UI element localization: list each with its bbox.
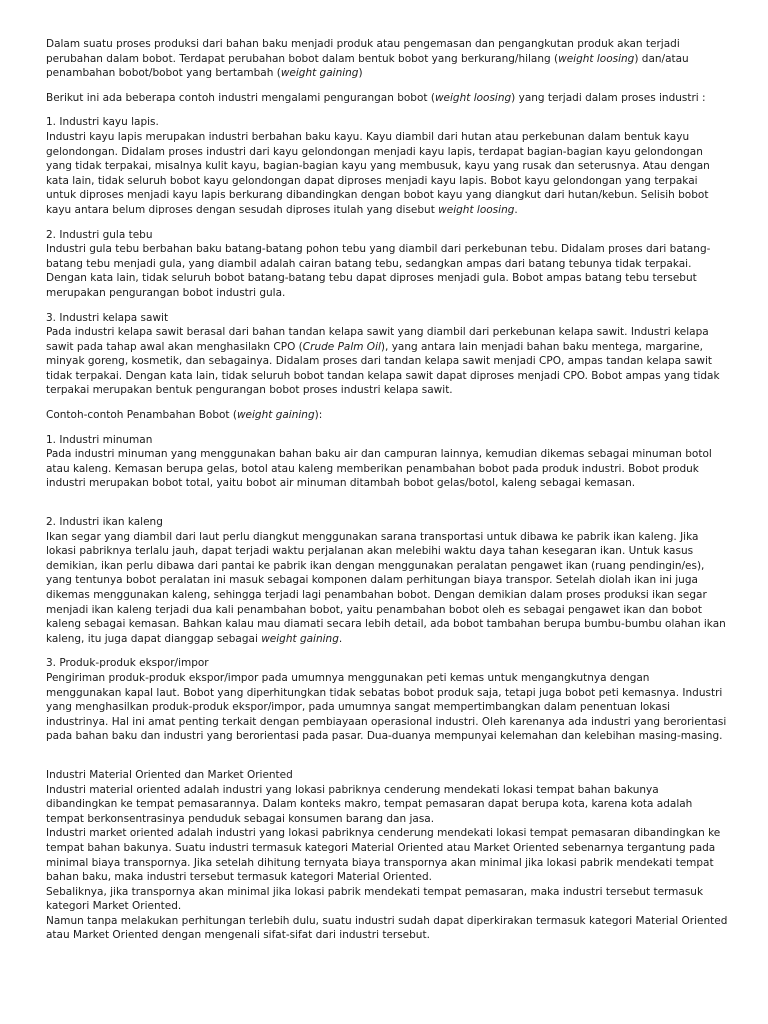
section-heading: 1. Industri minuman — [46, 433, 153, 446]
gain-intro-text: Contoh-contoh Penambahan Bobot ( — [46, 409, 237, 422]
section-body: Pada industri minuman yang menggunakan bahan baku air dan campuran lainnya, kemudian dikemas sebagai minuman botol atau kaleng. Kemasan berupa gelas, botol atau kaleng memberikan penambahan bobot pada produk industri. Bobot produk industri merupakan bobot total, yaitu bobot air minuman ditambah bobot gelas/botol, kaleng sebagai kemasan. — [46, 448, 712, 490]
loss-section — [46, 228, 728, 301]
section-heading: 2. Industri ikan kaleng — [46, 516, 163, 529]
gain-intro-text: ): — [314, 409, 323, 422]
orientation-paragraph: Namun tanpa melakukan perhitungan terlebih dulu, suatu industri sudah dapat diperkirakan termasuk kategori Material Oriented atau Market Oriented dengan mengenali sifat-sifat dari industri tersebut. — [46, 914, 728, 942]
loss-intro-text: Berikut ini ada beberapa contoh industri mengalami pengurangan bobot ( — [46, 91, 435, 104]
intro-text: ) — [358, 67, 363, 80]
term-weight-gaining: weight gaining — [236, 409, 315, 422]
term-weight-gaining: weight gaining — [280, 67, 359, 80]
loss-intro-text: ) yang terjadi dalam proses industri : — [511, 91, 706, 104]
term-weight-loosing: weight loosing — [434, 91, 512, 104]
gain-section — [46, 433, 728, 491]
term-weight-loosing: weight loosing — [438, 203, 515, 216]
section-body — [46, 130, 728, 218]
section-body-text: Pada industri kelapa sawit berasal dari bahan tandan kelapa sawit yang diambil dari perkebunan kelapa sawit. Industri kelapa sawit pada tahap awal akan menghasilakn CPO ( — [46, 326, 709, 353]
term-weight-gaining: weight gaining — [261, 632, 339, 645]
section-heading: 3. Industri kelapa sawit — [46, 311, 169, 324]
intro-text: Dalam suatu proses produksi dari bahan baku menjadi produk atau pengemasan dan pengangkutan produk akan terjadi perubahan dalam bobot. Terdapat perubahan bobot dalam bentuk bobot yang berkurang/hilang ( — [46, 38, 680, 65]
orientation-section — [46, 768, 728, 943]
orientation-paragraph: Industri market oriented adalah industri yang lokasi pabriknya cenderung mendekati lokasi tempat pemasaran dibandingkan ke tempat bahan bakunya. Suatu industri termasuk kategori Material Oriented atau Market Oriented sebenarnya tergantung pada minimal biaya transpornya. Jika setelah dihitung ternyata biaya transpornya akan minimal jika lokasi pabrik mendekati tempat bahan baku, maka industri tersebut termasuk kategori Material Oriented. — [46, 827, 721, 884]
intro-text: ) dan/atau penambahan bobot/bobot yang bertambah ( — [46, 52, 689, 80]
loss-intro-paragraph — [46, 91, 728, 106]
loss-section — [46, 115, 728, 217]
section-body-text: . — [338, 632, 343, 645]
gain-section — [46, 656, 728, 744]
term-weight-loosing: weight loosing — [558, 52, 635, 65]
section-heading: Industri Material Oriented dan Market Oriented — [46, 768, 293, 781]
section-body: Industri gula tebu berbahan baku batang-batang pohon tebu yang diambil dari perkebunan tebu. Didalam proses dari batang-batang tebu menjadi gula, yang diambil adalah cairan batang tebu, sedangkan ampas dari batang tebunya tidak terpakai. Dengan kata lain, tidak seluruh bobot batang-batang tebu dapat diproses menjadi gula. Bobot ampas batang tebu tersebut merupakan pengurangan bobot industri gula. — [46, 243, 711, 299]
section-body-text: . — [514, 203, 518, 216]
section-body-text: Ikan segar yang diambil dari laut perlu diangkut menggunakan sarana transportasi untuk dibawa ke pabrik ikan kaleng. Jika lokasi pabriknya terlalu jauh, dapat terjadi waktu perjalanan akan melebihi waktu daya tahan kesegaran ikan. Untuk kasus demikian, ikan perlu dibawa dari pantai ke pabrik ikan dengan menggunakan peralatan pengawet ikan (ruang pendingin/es), yang tentunya bobot peralatan ini masuk sebagai komponen dalam perhitungan biaya transpor. Setelah diolah ikan ini juga dikemas menggunakan kaleng, sehingga terjadi lagi penambahan bobot. Dengan demikian dalam proses produksi ikan segar menjadi ikan kaleng terjadi dua kali penambahan bobot, yaitu penambahan bobot oleh es sebagai pengawet ikan dan bobot kaleng sebagai kemasan. Bahkan kalau mau diamati secara lebih detail, ada bobot tambahan berupa bumbu-bumbu olahan ikan kaleng, itu juga dapat dianggap sebagai — [46, 530, 726, 645]
section-body — [46, 530, 728, 647]
section-heading: 1. Industri kayu lapis. — [46, 116, 159, 129]
section-body: Pengiriman produk-produk ekspor/impor pada umumnya menggunakan peti kemas untuk mengangkutnya dengan menggunakan kapal laut. Bobot yang diperhitungkan tidak sebatas bobot produk saja, tetapi juga bobot peti kemasnya. Industri yang menghasilkan produk-produk ekspor/impor, pada umumnya sangat mempertimbangkan dalam penentuan lokasi industrinya. Hal ini amat penting terkait dengan pembiayaan operasional industri. Oleh karenanya ada industri yang berorientasi pada bahan baku dan industri yang berorientasi pada pasar. Dua-duanya mempunyai kelemahan dan kelebihan masing-masing. — [46, 671, 727, 743]
section-heading: 2. Industri gula tebu — [46, 228, 153, 241]
section-body-text: ), yang antara lain menjadi bahan baku mentega, margarine, minyak goreng, kosmetik, dan sebagainya. Didalam proses dari tandan kelapa sawit menjadi CPO, ampas tandan kelapa sawit tidak terpakai. Dengan kata lain, tidak seluruh bobot tandan kelapa sawit dapat diproses menjadi CPO. Bobot ampas yang tidak terpakai merupakan bentuk pengurangan bobot proses industri kelapa sawit. — [46, 340, 720, 397]
orientation-paragraph: Sebaliknya, jika transpornya akan minimal jika lokasi pabrik mendekati tempat pemasaran, maka industri tersebut termasuk kategori Market Oriented. — [46, 885, 704, 913]
section-body-text: Industri kayu lapis merupakan industri berbahan baku kayu. Kayu diambil dari hutan atau perkebunan dalam bentuk kayu gelondongan. Didalam proses industri dari kayu gelondongan menjadi kayu lapis, terdapat bagian-bagian kayu gelondongan yang tidak terpakai, misalnya kulit kayu, bagian-bagian kayu yang membusuk, kayu yang rusak dan seterusnya. Atau dengan kata lain, tidak seluruh bobot kayu gelondongan dapat diproses menjadi kayu lapis. Bobot kayu gelondongan yang terpakai untuk diproses menjadi kayu lapis berkurang dibandingkan dengan bobot kayu yang diangkut dari hutan/kebun. Selisih bobot kayu antara belum diproses dengan sesudah diproses itulah yang disebut — [46, 130, 710, 216]
section-heading: 3. Produk-produk ekspor/impor — [46, 657, 209, 670]
loss-section — [46, 311, 728, 399]
term-crude-palm-oil: Crude Palm Oil — [302, 340, 381, 353]
gain-section — [46, 515, 728, 646]
intro-paragraph — [46, 37, 728, 81]
document-body — [46, 37, 728, 943]
section-body — [46, 325, 728, 398]
orientation-paragraph: Industri material oriented adalah industri yang lokasi pabriknya cenderung mendekati lokasi tempat bahan bakunya dibandingkan ke tempat pemasarannya. Dalam konteks makro, tempat pemasaran dapat berupa kota, karena kota adalah tempat berkonsentrasinya penduduk sebagai konsumen barang dan jasa. — [46, 783, 693, 825]
gain-intro-paragraph — [46, 408, 728, 423]
